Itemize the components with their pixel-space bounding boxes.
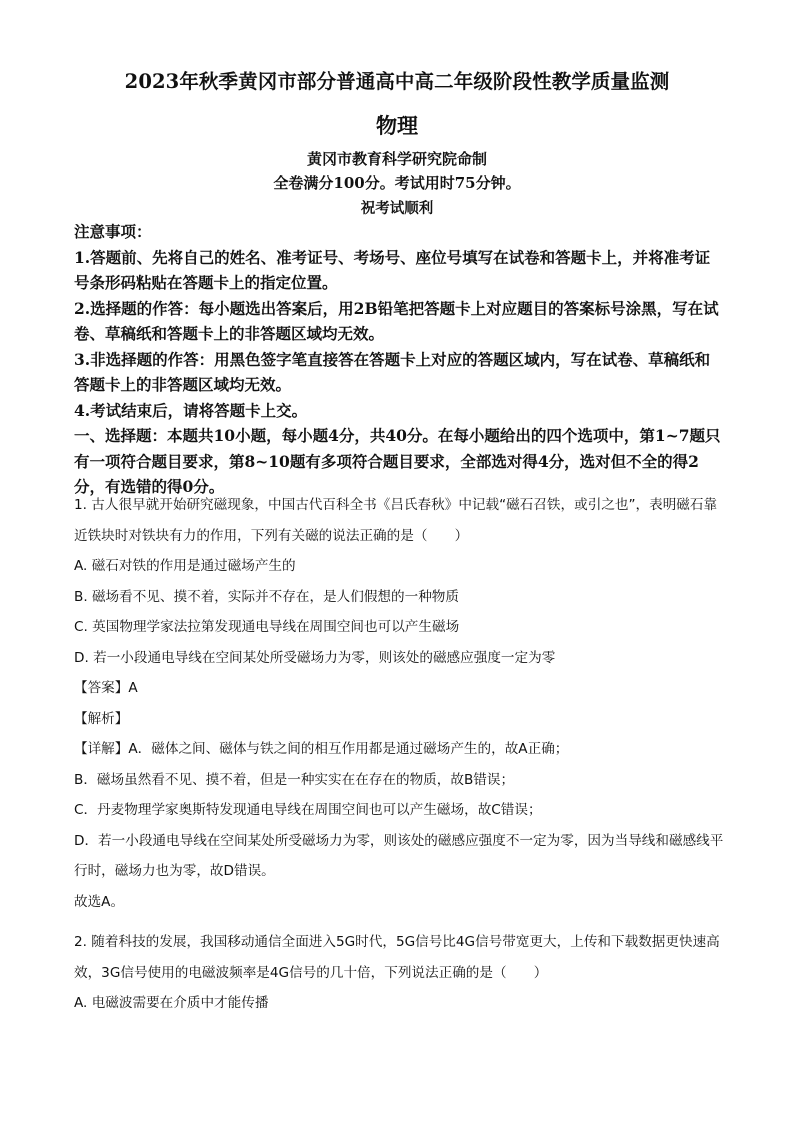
detail-line: C．丹麦物理学家奥斯特发现通电导线在周围空间也可以产生磁场，故C错误； (74, 802, 542, 818)
option-a: A. 磁石对铁的作用是通过磁场产生的 (74, 558, 296, 574)
option-d: D. 若一小段通电导线在空间某处所受磁场力为零，则该处的磁感应强度一定为零 (74, 649, 556, 666)
question-stem: 2. 随着科技的发展，我国移动通信全面进入5G时代，5G信号比4G信号带宽更大，上传和下载数据更快速高效，3G信号使用的电磁波频率是4G信号的几十倍，下列说法正确的是（ ） (74, 934, 720, 981)
option-c: C. 英国物理学家法拉第发现通电导线在周围空间也可以产生磁场 (74, 619, 460, 635)
detail-line: B．磁场虽然看不见、摸不着，但是一种实实在在存在的物质，故B错误； (74, 771, 515, 788)
score-time-line: 全卷满分100分。考试用时75分钟。 (273, 174, 521, 192)
author-line: 黄冈市教育科学研究院命制 (306, 150, 487, 168)
notice-item: 4.考试结束后，请将答题卡上交。 (74, 400, 308, 420)
question-2 (74, 927, 724, 1019)
wish-line: 祝考试顺利 (360, 200, 434, 217)
notice-item: 3.非选择题的作答：用黑色签字笔直接答在答题卡上对应的答题区域内，写在试卷、草稿纸和答题卡上的非答题区域均无效。 (74, 349, 711, 394)
notice-heading: 注意事项： (74, 222, 152, 241)
notice-item: 2.选择题的作答：每小题选出答案后，用2B铅笔把答题卡上对应题目的答案标号涂黑，写在试卷、草稿纸和答题卡上的非答题区域均无效。 (74, 298, 719, 343)
analysis-label: 【解析】 (74, 710, 129, 727)
question-1 (74, 490, 724, 917)
question-stem: 1. 古人很早就开始研究磁现象，中国古代百科全书《吕氏春秋》中记载“磁石召铁，或引之也”，表明磁石靠近铁块时对铁块有力的作用，下列有关磁的说法正确的是（ ） (74, 497, 718, 544)
notice-section (74, 219, 722, 500)
option-a: A. 电磁波需要在介质中才能传播 (74, 995, 269, 1011)
conclusion-line: 故选A。 (74, 893, 125, 910)
detail-line: D．若一小段通电导线在空间某处所受磁场力为零，则该处的磁感应强度不一定为零，因为当导线和磁感线平行时，磁场力也为零，故D错误。 (74, 832, 724, 879)
answer-label: 【答案】A (74, 680, 138, 696)
subject-title: 物理 (376, 113, 418, 138)
exam-title: 2023年秋季黄冈市部分普通高中高二年级阶段性教学质量监测 (124, 70, 670, 93)
section-instructions: 一、选择题：本题共10小题，每小题4分，共40分。在每小题给出的四个选项中，第1~7题只有一项符合题目要求，第8~10题有多项符合题目要求，全部选对得4分，选对但不全的得2分，有选错的得0分。 (74, 426, 721, 496)
option-b: B. 磁场看不见、摸不着，实际并不存在，是人们假想的一种物质 (74, 588, 459, 605)
notice-item: 1.答题前、先将自己的姓名、准考证号、考场号、座位号填写在试卷和答题卡上，并将准考证号条形码粘贴在答题卡上的指定位置。 (74, 247, 711, 292)
detail-line: 【详解】A．磁体之间、磁体与铁之间的相互作用都是通过磁场产生的，故A正确； (74, 741, 569, 757)
